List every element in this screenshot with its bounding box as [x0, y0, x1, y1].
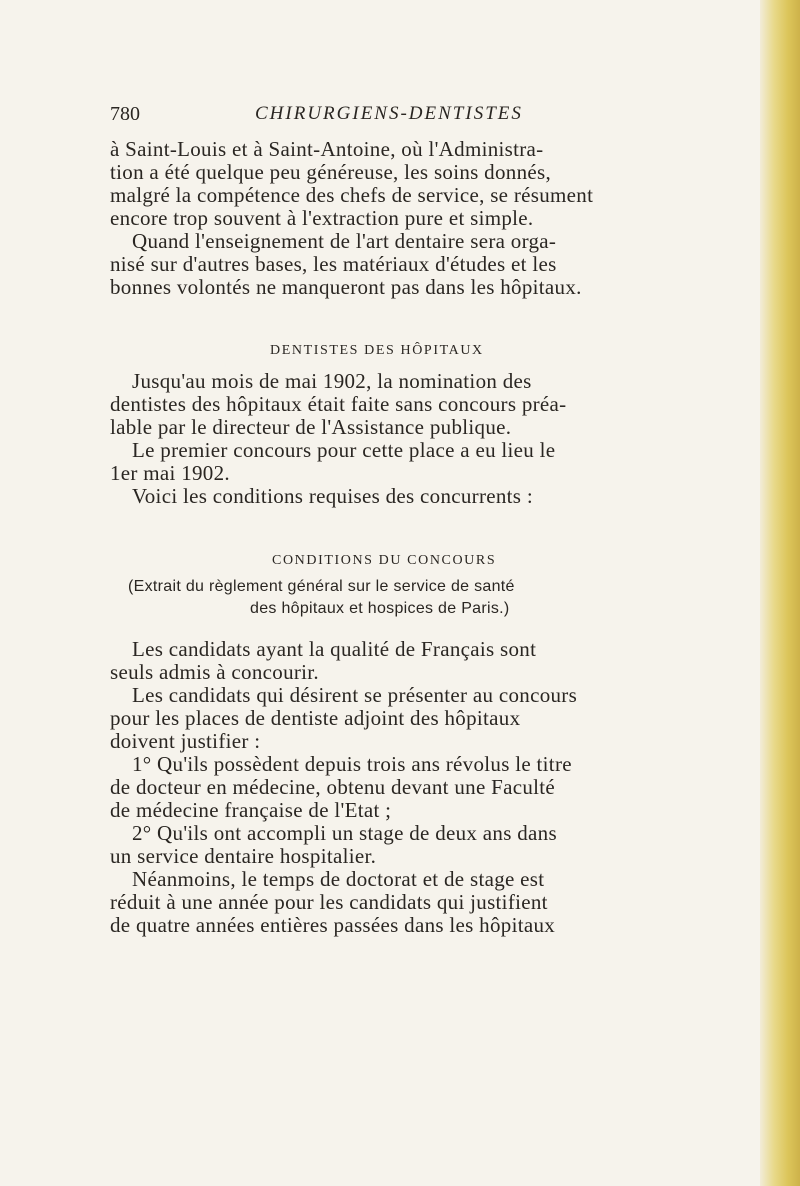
text-line: tion a été quelque peu généreuse, les soins donnés,	[110, 160, 552, 184]
section-subtitle: des hôpitaux et hospices de Paris.)	[250, 600, 510, 617]
text-line: Les candidats ayant la qualité de Français sont	[132, 637, 537, 661]
text-line: de quatre années entières passées dans les hôpitaux	[110, 913, 556, 937]
text-line: pour les places de dentiste adjoint des hôpitaux	[110, 706, 521, 730]
text-line: Jusqu'au mois de mai 1902, la nomination des	[132, 369, 532, 393]
text-line: Quand l'enseignement de l'art dentaire sera orga-	[132, 229, 557, 253]
text-line: à Saint-Louis et à Saint-Antoine, où l'Administra-	[110, 137, 544, 161]
text-line: 1er mai 1902.	[110, 461, 230, 485]
text-line: un service dentaire hospitalier.	[110, 844, 377, 868]
running-title: CHIRURGIENS-DENTISTES	[255, 103, 523, 124]
text-line: dentistes des hôpitaux était faite sans concours préa-	[110, 392, 567, 416]
page-edge	[760, 0, 800, 1186]
text-line: 2° Qu'ils ont accompli un stage de deux ans dans	[132, 821, 557, 845]
text-line: lable par le directeur de l'Assistance publique.	[110, 415, 512, 439]
section-heading: CONDITIONS DU CONCOURS	[272, 553, 497, 568]
section-subtitle: (Extrait du règlement général sur le service de santé	[128, 578, 515, 595]
section-heading: DENTISTES DES HÔPITAUX	[270, 343, 484, 358]
page-number: 780	[110, 103, 140, 125]
text-line: nisé sur d'autres bases, les matériaux d'études et les	[110, 252, 557, 276]
text-line: Les candidats qui désirent se présenter au concours	[132, 683, 578, 707]
text-line: de docteur en médecine, obtenu devant une Faculté	[110, 775, 556, 799]
text-line: malgré la compétence des chefs de service, se résument	[110, 183, 594, 207]
text-line: réduit à une année pour les candidats qui justifient	[110, 890, 548, 914]
text-line: doivent justifier :	[110, 729, 261, 753]
text-line: bonnes volontés ne manqueront pas dans les hôpitaux.	[110, 275, 582, 299]
text-line: Voici les conditions requises des concurrents :	[132, 484, 533, 508]
text-line: 1° Qu'ils possèdent depuis trois ans révolus le titre	[132, 752, 572, 776]
text-line: Le premier concours pour cette place a eu lieu le	[132, 438, 556, 462]
text-line: seuls admis à concourir.	[110, 660, 319, 684]
text-line: Néanmoins, le temps de doctorat et de stage est	[132, 867, 545, 891]
text-line: encore trop souvent à l'extraction pure et simple.	[110, 206, 534, 230]
text-line: de médecine française de l'Etat ;	[110, 798, 392, 822]
